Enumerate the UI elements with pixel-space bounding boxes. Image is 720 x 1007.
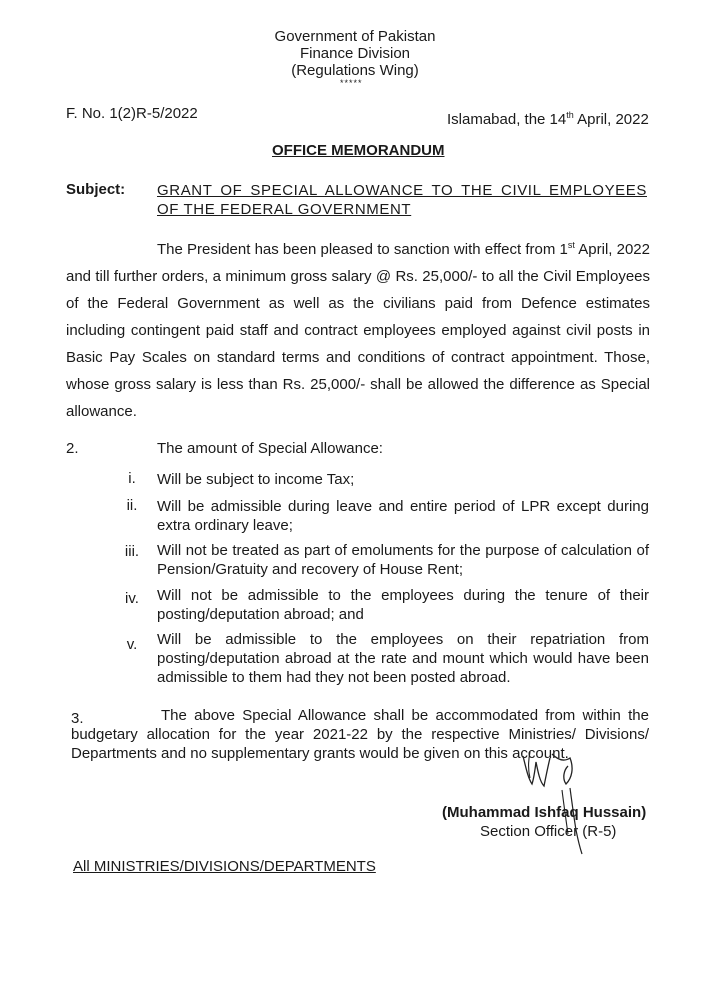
list-item: Will not be admissible to the employees during the tenure of their posting/deputation abroad; and: [157, 587, 649, 623]
paragraph-2-number: 2.: [66, 440, 79, 457]
list-item-number: i.: [128, 470, 136, 487]
date-superscript: th: [566, 110, 574, 120]
paragraph-1-part1: The President has been pleased to sanction with effect from 1: [157, 241, 568, 258]
subject-text: GRANT OF SPECIAL ALLOWANCE TO THE CIVIL EMPLOYEES OF THE FEDERAL GOVERNMENT: [157, 182, 647, 218]
signatory-title: Section Officer (R-5): [480, 823, 617, 840]
list-item: Will be admissible to the employees on their repatriation from posting/deputation abroad at the rate and mount which would have been admissible to them had they not been posted abroad.: [157, 631, 649, 686]
list-item: Will be subject to income Tax;: [157, 471, 355, 488]
paragraph-1-superscript: st: [567, 240, 575, 250]
list-item: Will not be treated as part of emoluments for the purpose of calculation of Pension/Gratuity and recovery of House Rent;: [157, 542, 649, 578]
paragraph-1: [66, 236, 650, 425]
header-government: Government of Pakistan: [274, 28, 436, 45]
paragraph-1-part2: April, 2022 and till further orders, a minimum gross salary @ Rs. 25,000/- to all the Civil Employees of the Federal Government as well as the civilians paid from Defence estimates including contingent paid staff and contract employees employed against civil posts in Basic Pay Scales on standard terms and conditions of contract appointment. Those, whose gross salary is less than Rs. 25,000/- shall be allowed the difference as Special allowance.: [66, 241, 650, 420]
list-item-number: ii.: [126, 497, 138, 514]
date-suffix: April, 2022: [573, 111, 649, 128]
paragraph-3-number: 3.: [71, 710, 84, 727]
handwritten-signature: [518, 748, 588, 858]
date-line: [447, 110, 649, 128]
paragraph-2-lead: The amount of Special Allowance:: [157, 440, 383, 457]
memo-title: OFFICE MEMORANDUM: [272, 142, 445, 159]
subject-label: Subject:: [66, 181, 126, 198]
list-item-number: iv.: [125, 590, 139, 607]
header-stars: *****: [340, 78, 363, 88]
paragraph-3: The above Special Allowance shall be accommodated from within the budgetary allocation for the year 2021-22 by the respective Ministries/ Divisions/ Departments and no supplementary grants would be given on this account.: [71, 707, 649, 762]
addressee: All MINISTRIES/DIVISIONS/DEPARTMENTS: [73, 858, 376, 875]
header-wing: (Regulations Wing): [291, 62, 419, 79]
list-item: Will be admissible during leave and entire period of LPR except during extra ordinary leave;: [157, 498, 649, 534]
signatory-name: (Muhammad Ishfaq Hussain): [442, 804, 647, 821]
header-division: Finance Division: [299, 45, 411, 62]
file-number: F. No. 1(2)R-5/2022: [66, 105, 198, 122]
list-item-number: v.: [126, 636, 138, 653]
list-item-number: iii.: [124, 543, 140, 560]
date-prefix: Islamabad, the 14: [447, 111, 567, 128]
